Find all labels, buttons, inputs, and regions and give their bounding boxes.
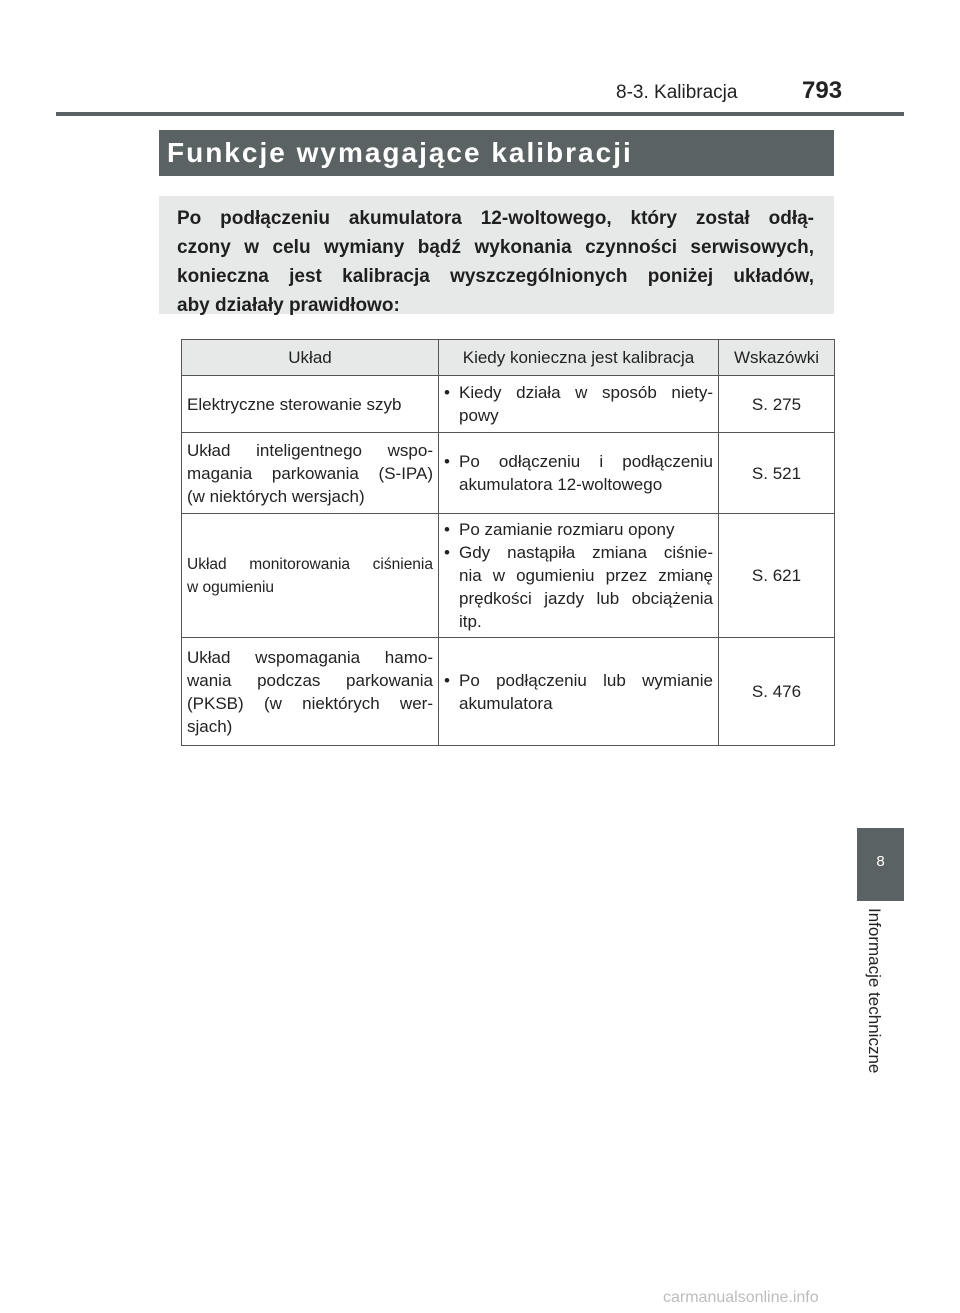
column-header-reference: Wskazówki <box>719 340 835 376</box>
condition-line: akumulatora 12-woltowego <box>459 475 663 494</box>
condition-cell <box>439 638 719 746</box>
table-header-row <box>182 340 835 376</box>
condition-line: • Po zamianie rozmiaru opony <box>459 520 675 539</box>
calibration-table <box>181 339 835 746</box>
condition-line: akumulatora <box>459 693 553 713</box>
chapter-label: Informacje techniczne <box>865 908 884 1074</box>
condition-item <box>444 450 713 496</box>
condition-line: • Kiedy działa w sposób niety- <box>459 383 713 402</box>
column-header-system: Układ <box>182 340 439 376</box>
intro-line: konieczna jest kalibracja wyszczególnionych poniżej układów, <box>177 266 814 287</box>
system-cell <box>182 638 439 746</box>
condition-item <box>444 381 713 427</box>
table-row <box>182 638 835 746</box>
page-number: 793 <box>802 77 843 104</box>
condition-line: • Gdy nastąpiła zmiana ciśnie- <box>459 543 713 562</box>
table-row <box>182 433 835 514</box>
intro-box <box>159 196 834 314</box>
condition-item <box>444 518 713 541</box>
system-line: (PKSB) (w niektórych wer- <box>187 693 433 713</box>
condition-cell <box>439 376 719 433</box>
chapter-number: 8 <box>876 853 885 870</box>
page-title: Funkcje wymagające kalibracji <box>159 130 834 176</box>
system-line: sjach) <box>187 716 233 736</box>
chapter-tab <box>857 828 904 901</box>
condition-line: powy <box>459 406 499 425</box>
system-cell <box>182 376 439 433</box>
intro-line: aby działały prawidłowo: <box>177 295 400 316</box>
table-row <box>182 376 835 433</box>
system-cell <box>182 514 439 638</box>
system-line: wania podczas parkowania <box>187 670 433 690</box>
section-title: 8-3. Kalibracja <box>616 82 738 103</box>
condition-item <box>444 669 713 715</box>
reference-cell: S. 476 <box>719 638 835 746</box>
condition-line: • Po odłączeniu i podłączeniu <box>459 452 713 471</box>
condition-line: itp. <box>459 612 482 631</box>
system-line: Układ inteligentnego wspo- <box>187 440 433 460</box>
reference-cell: S. 275 <box>719 376 835 433</box>
intro-line: czony w celu wymiany bądź wykonania czynności serwisowych, <box>177 237 814 258</box>
condition-line: nia w ogumieniu przez zmianę <box>459 566 713 585</box>
system-line: magania parkowania (S-IPA) <box>187 463 433 483</box>
column-header-when: Kiedy konieczna jest kalibracja <box>439 340 719 376</box>
condition-item <box>444 541 713 633</box>
reference-cell: S. 621 <box>719 514 835 638</box>
system-line: (w niektórych wersjach) <box>187 486 365 506</box>
table-row <box>182 514 835 638</box>
condition-line: prędkości jazdy lub obciążenia <box>459 589 713 608</box>
reference-cell: S. 521 <box>719 433 835 514</box>
header-divider <box>56 112 904 116</box>
condition-cell <box>439 433 719 514</box>
condition-cell <box>439 514 719 638</box>
system-line: Układ monitorowania ciśnienia <box>187 555 433 573</box>
intro-line: Po podłączeniu akumulatora 12-woltowego, który został odłą- <box>177 208 814 229</box>
condition-line: • Po podłączeniu lub wymianie <box>459 670 713 690</box>
system-line: w ogumieniu <box>187 578 275 596</box>
watermark: carmanualsonline.info <box>663 1289 819 1306</box>
system-cell <box>182 433 439 514</box>
system-line: Układ wspomagania hamo- <box>187 647 433 667</box>
system-line: Elektryczne sterowanie szyb <box>187 394 402 414</box>
